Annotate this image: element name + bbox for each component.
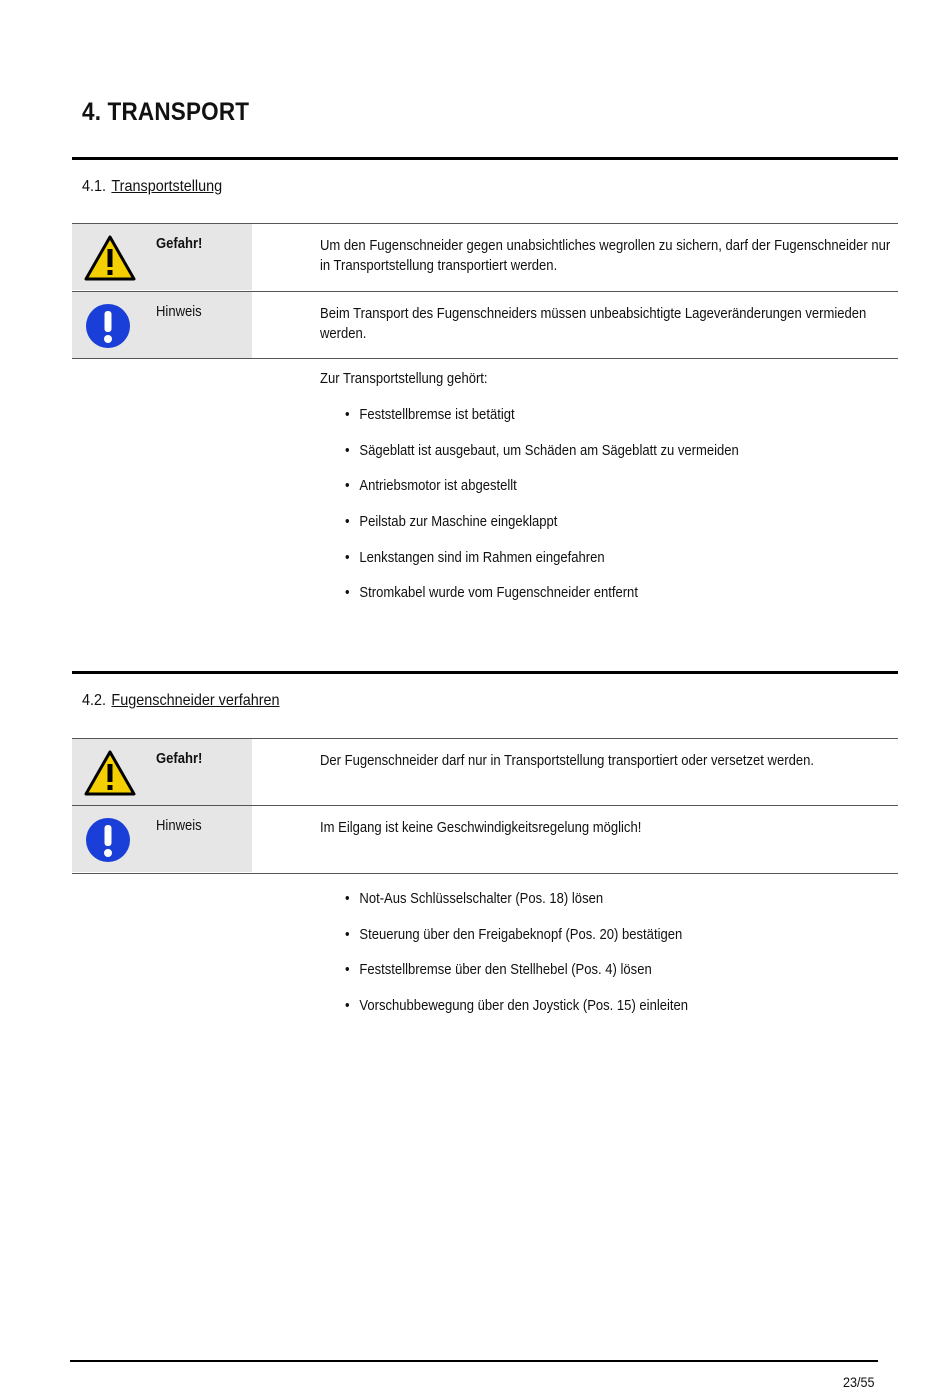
danger-note — [72, 739, 898, 805]
note-label: Hinweis — [156, 818, 202, 834]
note-label: Gefahr! — [156, 751, 203, 767]
note-label: Gefahr! — [156, 236, 203, 252]
chapter-title: 4. TRANSPORT — [82, 98, 250, 126]
bullet: • — [345, 514, 350, 531]
note-text: Um den Fugenschneider gegen unabsichtliches wegrollen zu sichern, darf der Fugenschneider nur in Transportstellung transportiert werden. — [320, 238, 891, 274]
bullet: • — [345, 549, 350, 566]
danger-note — [72, 224, 898, 290]
section-title: Fugenschneider verfahren — [111, 692, 280, 709]
note-text: Der Fugenschneider darf nur in Transportstellung transportiert oder versetzet werden. — [320, 753, 814, 769]
section-title: Transportstellung — [111, 178, 223, 195]
warning-triangle-icon — [84, 749, 136, 797]
bullet: • — [345, 407, 350, 423]
section-heading-4-1 — [82, 178, 222, 196]
table-bottom-rule — [72, 873, 898, 874]
note-text: Beim Transport des Fugenschneiders müssen unbeabsichtigte Lageveränderungen vermieden werden. — [320, 306, 867, 342]
hint-note — [72, 292, 898, 358]
transport-intro: Zur Transportstellung gehört: — [320, 371, 488, 387]
note-text: Im Eilgang ist keine Geschwindigkeitsregelung möglich! — [320, 820, 642, 836]
note-icon-cell — [72, 806, 252, 872]
bullet: • — [345, 962, 350, 979]
exclamation-circle-icon — [84, 302, 136, 350]
section-number: 4.1. — [82, 178, 107, 195]
note-icon-cell — [72, 292, 252, 358]
page-number: 23/55 — [843, 1374, 875, 1390]
bullet: • — [345, 442, 350, 459]
hint-note — [72, 806, 898, 872]
bullet: • — [345, 998, 350, 1015]
warning-triangle-icon — [84, 234, 136, 282]
table-bottom-rule — [72, 358, 898, 359]
footer-rule — [70, 1360, 878, 1362]
exclamation-circle-icon — [84, 816, 136, 864]
note-label: Hinweis — [156, 304, 202, 320]
bullet: • — [345, 585, 350, 602]
bullet: • — [345, 926, 350, 943]
section-heading-4-2 — [82, 692, 280, 710]
note-icon-cell — [72, 224, 252, 290]
bullet: • — [345, 891, 350, 907]
chapter-divider — [72, 157, 898, 160]
section-divider — [72, 671, 898, 674]
bullet: • — [345, 478, 350, 495]
section-number: 4.2. — [82, 692, 107, 709]
note-icon-cell — [72, 739, 252, 805]
